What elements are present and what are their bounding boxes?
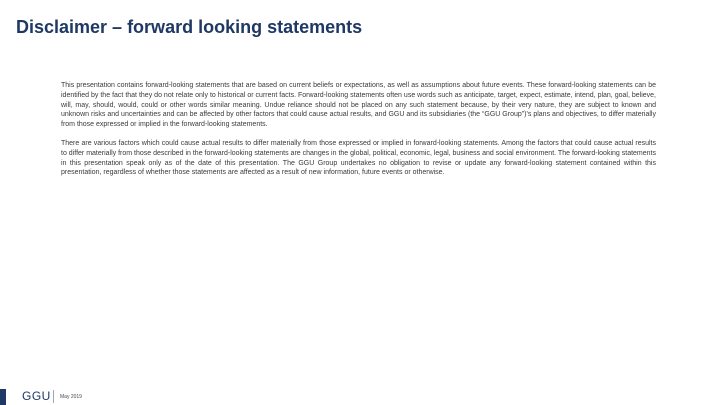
company-logo: GGU	[22, 389, 51, 403]
footer-divider	[53, 390, 54, 403]
disclaimer-body	[61, 81, 656, 187]
slide-footer	[0, 386, 720, 405]
footer-date: May 2019	[60, 394, 82, 400]
disclaimer-paragraph: There are various factors which could cause actual results to differ materially from those expressed or implied in forward-looking statements. Among the factors that could cause actual results to differ materially from those described in the forward-looking statements are changes in the global, political, economic, legal, business and social environment. The forward-looking statements in this presentation speak only as of the date of this presentation. The GGU Group undertakes no obligation to revise or update any forward-looking statement contained within this presentation, regardless of whether those statements are affected as a result of new information, future events or otherwise.	[61, 139, 656, 177]
disclaimer-paragraph: This presentation contains forward-looking statements that are based on current beliefs or expectations, as well as assumptions about future events. These forward-looking statements can be identified by the fact that they do not relate only to historical or current facts. Forward-looking statements often use words such as anticipate, target, expect, estimate, intend, plan, goal, believe, will, may, should, would, could or other words similar meaning. Undue reliance should not be placed on any such statement because, by their very nature, they are subject to known and unknown risks and uncertainties and can be affected by other factors that could cause actual results, and GGU and its subsidiaries (the “GGU Group”)’s plans and objectives, to differ materially from those expressed or implied in the forward-looking statements.	[61, 82, 656, 129]
footer-accent-bar	[0, 389, 6, 405]
slide-title: Disclaimer – forward looking statements	[16, 17, 363, 37]
